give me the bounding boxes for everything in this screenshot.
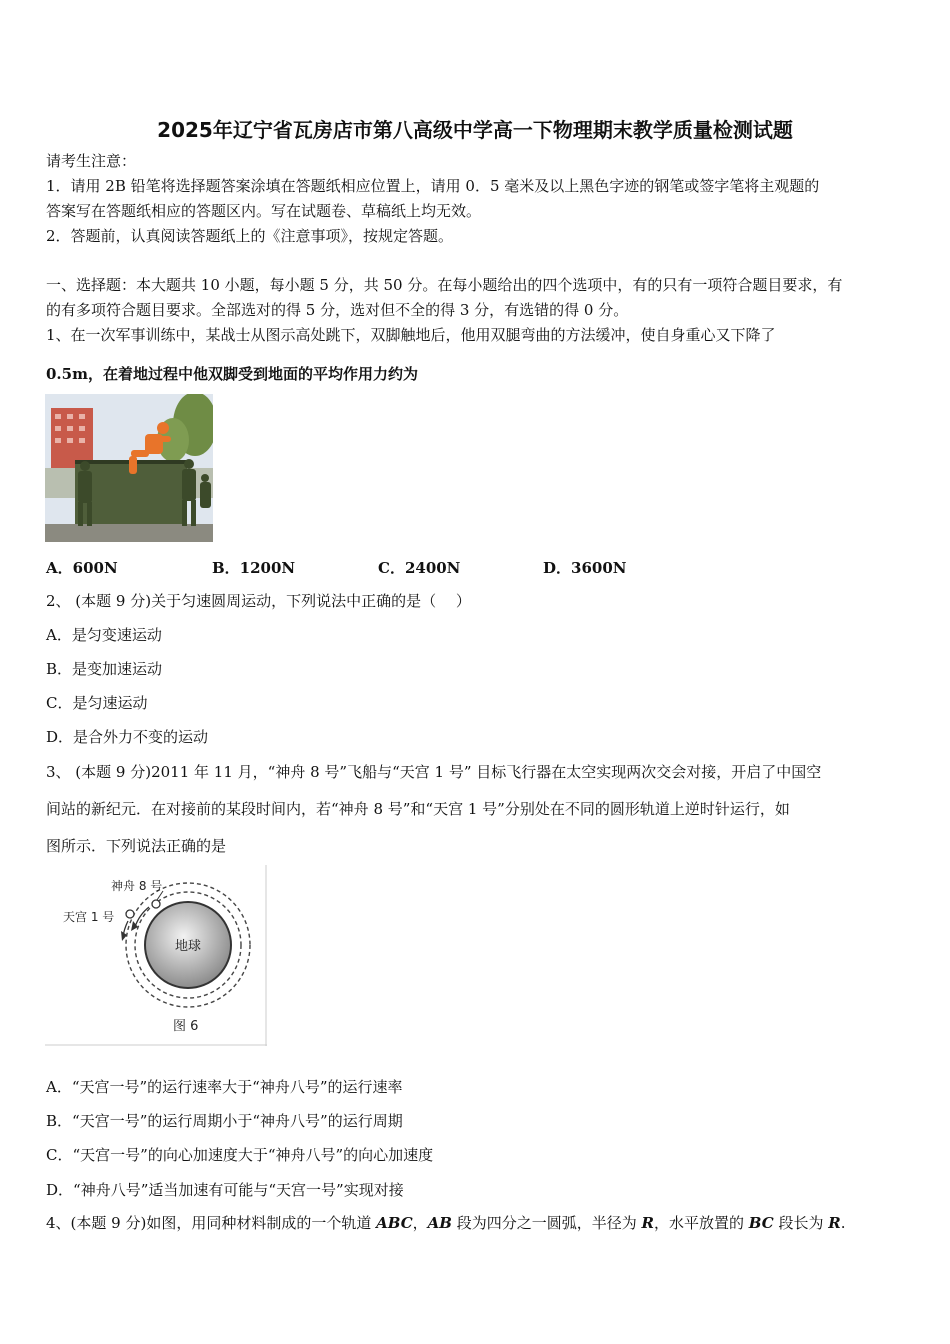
q4-text: ， <box>412 1214 428 1232</box>
notice-heading: 请考生注意： <box>46 152 137 170</box>
q1-option-a: A．600N <box>46 559 118 577</box>
q4-var: R <box>828 1214 841 1232</box>
q1-line-2: 0.5m，在着地过程中他双脚受到地面的平均作用力约为 <box>46 365 418 383</box>
q4-text: ，水平放置的 <box>654 1214 749 1232</box>
tiangong-label: 天宫 1 号 <box>63 910 115 924</box>
q3-option-c: C．“天宫一号”的向心加速度大于“神舟八号”的向心加速度 <box>46 1146 434 1164</box>
notice-line-2: 2．答题前，认真阅读答题纸上的《注意事项》，按规定答题。 <box>46 227 454 245</box>
q3-line-3: 图所示．下列说法正确的是 <box>46 837 227 855</box>
q4-var: AB <box>427 1214 452 1232</box>
q4-text: 段长为 <box>773 1214 829 1232</box>
q1-option-c: C．2400N <box>378 559 461 577</box>
q3-option-b: B．“天宫一号”的运行周期小于“神舟八号”的运行周期 <box>46 1112 403 1130</box>
q4-var: ABC <box>376 1214 413 1232</box>
q2-option-a: A．是匀变速运动 <box>46 626 162 644</box>
q4-text: 4、(本题 9 分)如图，用同种材料制成的一个轨道 <box>46 1214 377 1232</box>
notice-line-1b: 答案写在答题纸相应的答题区内。写在试题卷、草稿纸上均无效。 <box>46 202 482 220</box>
q3-option-a: A．“天宫一号”的运行速率大于“神舟八号”的运行速率 <box>46 1078 403 1096</box>
shenzhou-label: 神舟 8 号 <box>111 879 163 893</box>
q3-line-2: 间站的新纪元．在对接前的某段时间内，若“神舟 8 号”和“天宫 1 号”分别处在不同的圆形轨道上逆时针运行，如 <box>46 800 790 818</box>
orbit-figure <box>45 865 267 1046</box>
shenzhou-marker <box>152 900 160 908</box>
tiangong-marker <box>126 910 134 918</box>
q1-line-1: 1、在一次军事训练中，某战士从图示高处跳下，双脚触地后，他用双腿弯曲的方法缓冲，使自身重心又下降了 <box>46 326 776 344</box>
page-title: 2025年辽宁省瓦房店市第八高级中学高一下物理期末教学质量检测试题 <box>157 118 793 142</box>
q4-var: BC <box>748 1214 774 1232</box>
earth-label: 地球 <box>174 939 202 954</box>
q2-stem: 2、 (本题 9 分)关于匀速圆周运动，下列说法中正确的是（ ） <box>46 592 471 610</box>
q2-option-b: B．是变加速运动 <box>46 660 163 678</box>
q4-stem <box>46 1213 846 1233</box>
q4-text: . <box>840 1214 846 1232</box>
q2-option-c: C．是匀速运动 <box>46 694 148 712</box>
q1-option-b: B．1200N <box>212 559 296 577</box>
figure-caption: 图 6 <box>173 1019 199 1034</box>
q3-line-1: 3、 (本题 9 分)2011 年 11 月，“神舟 8 号”飞船与“天宫 1 号” 目标飞行器在太空实现两次交会对接，开启了中国空 <box>46 763 822 781</box>
soldier-jump-photo <box>45 394 213 542</box>
notice-line-1: 1．请用 2B 铅笔将选择题答案涂填在答题纸相应位置上，请用 0．5 毫米及以上黑色字迹的钢笔或签字笔将主观题的 <box>46 177 820 195</box>
q1-option-d: D．3600N <box>543 559 627 577</box>
section-intro-1: 一、选择题：本大题共 10 小题，每小题 5 分，共 50 分。在每小题给出的四个选项中，有的只有一项符合题目要求，有 <box>46 276 843 294</box>
q4-var: R <box>641 1214 655 1232</box>
section-intro-2: 的有多项符合题目要求。全部选对的得 5 分，选对但不全的得 3 分，有选错的得 0 分。 <box>46 301 629 319</box>
q4-text: 段为四分之一圆弧，半径为 <box>452 1214 642 1232</box>
q2-option-d: D．是合外力不变的运动 <box>46 728 209 746</box>
q3-option-d: D．“神舟八号”适当加速有可能与“天宫一号”实现对接 <box>46 1181 404 1199</box>
